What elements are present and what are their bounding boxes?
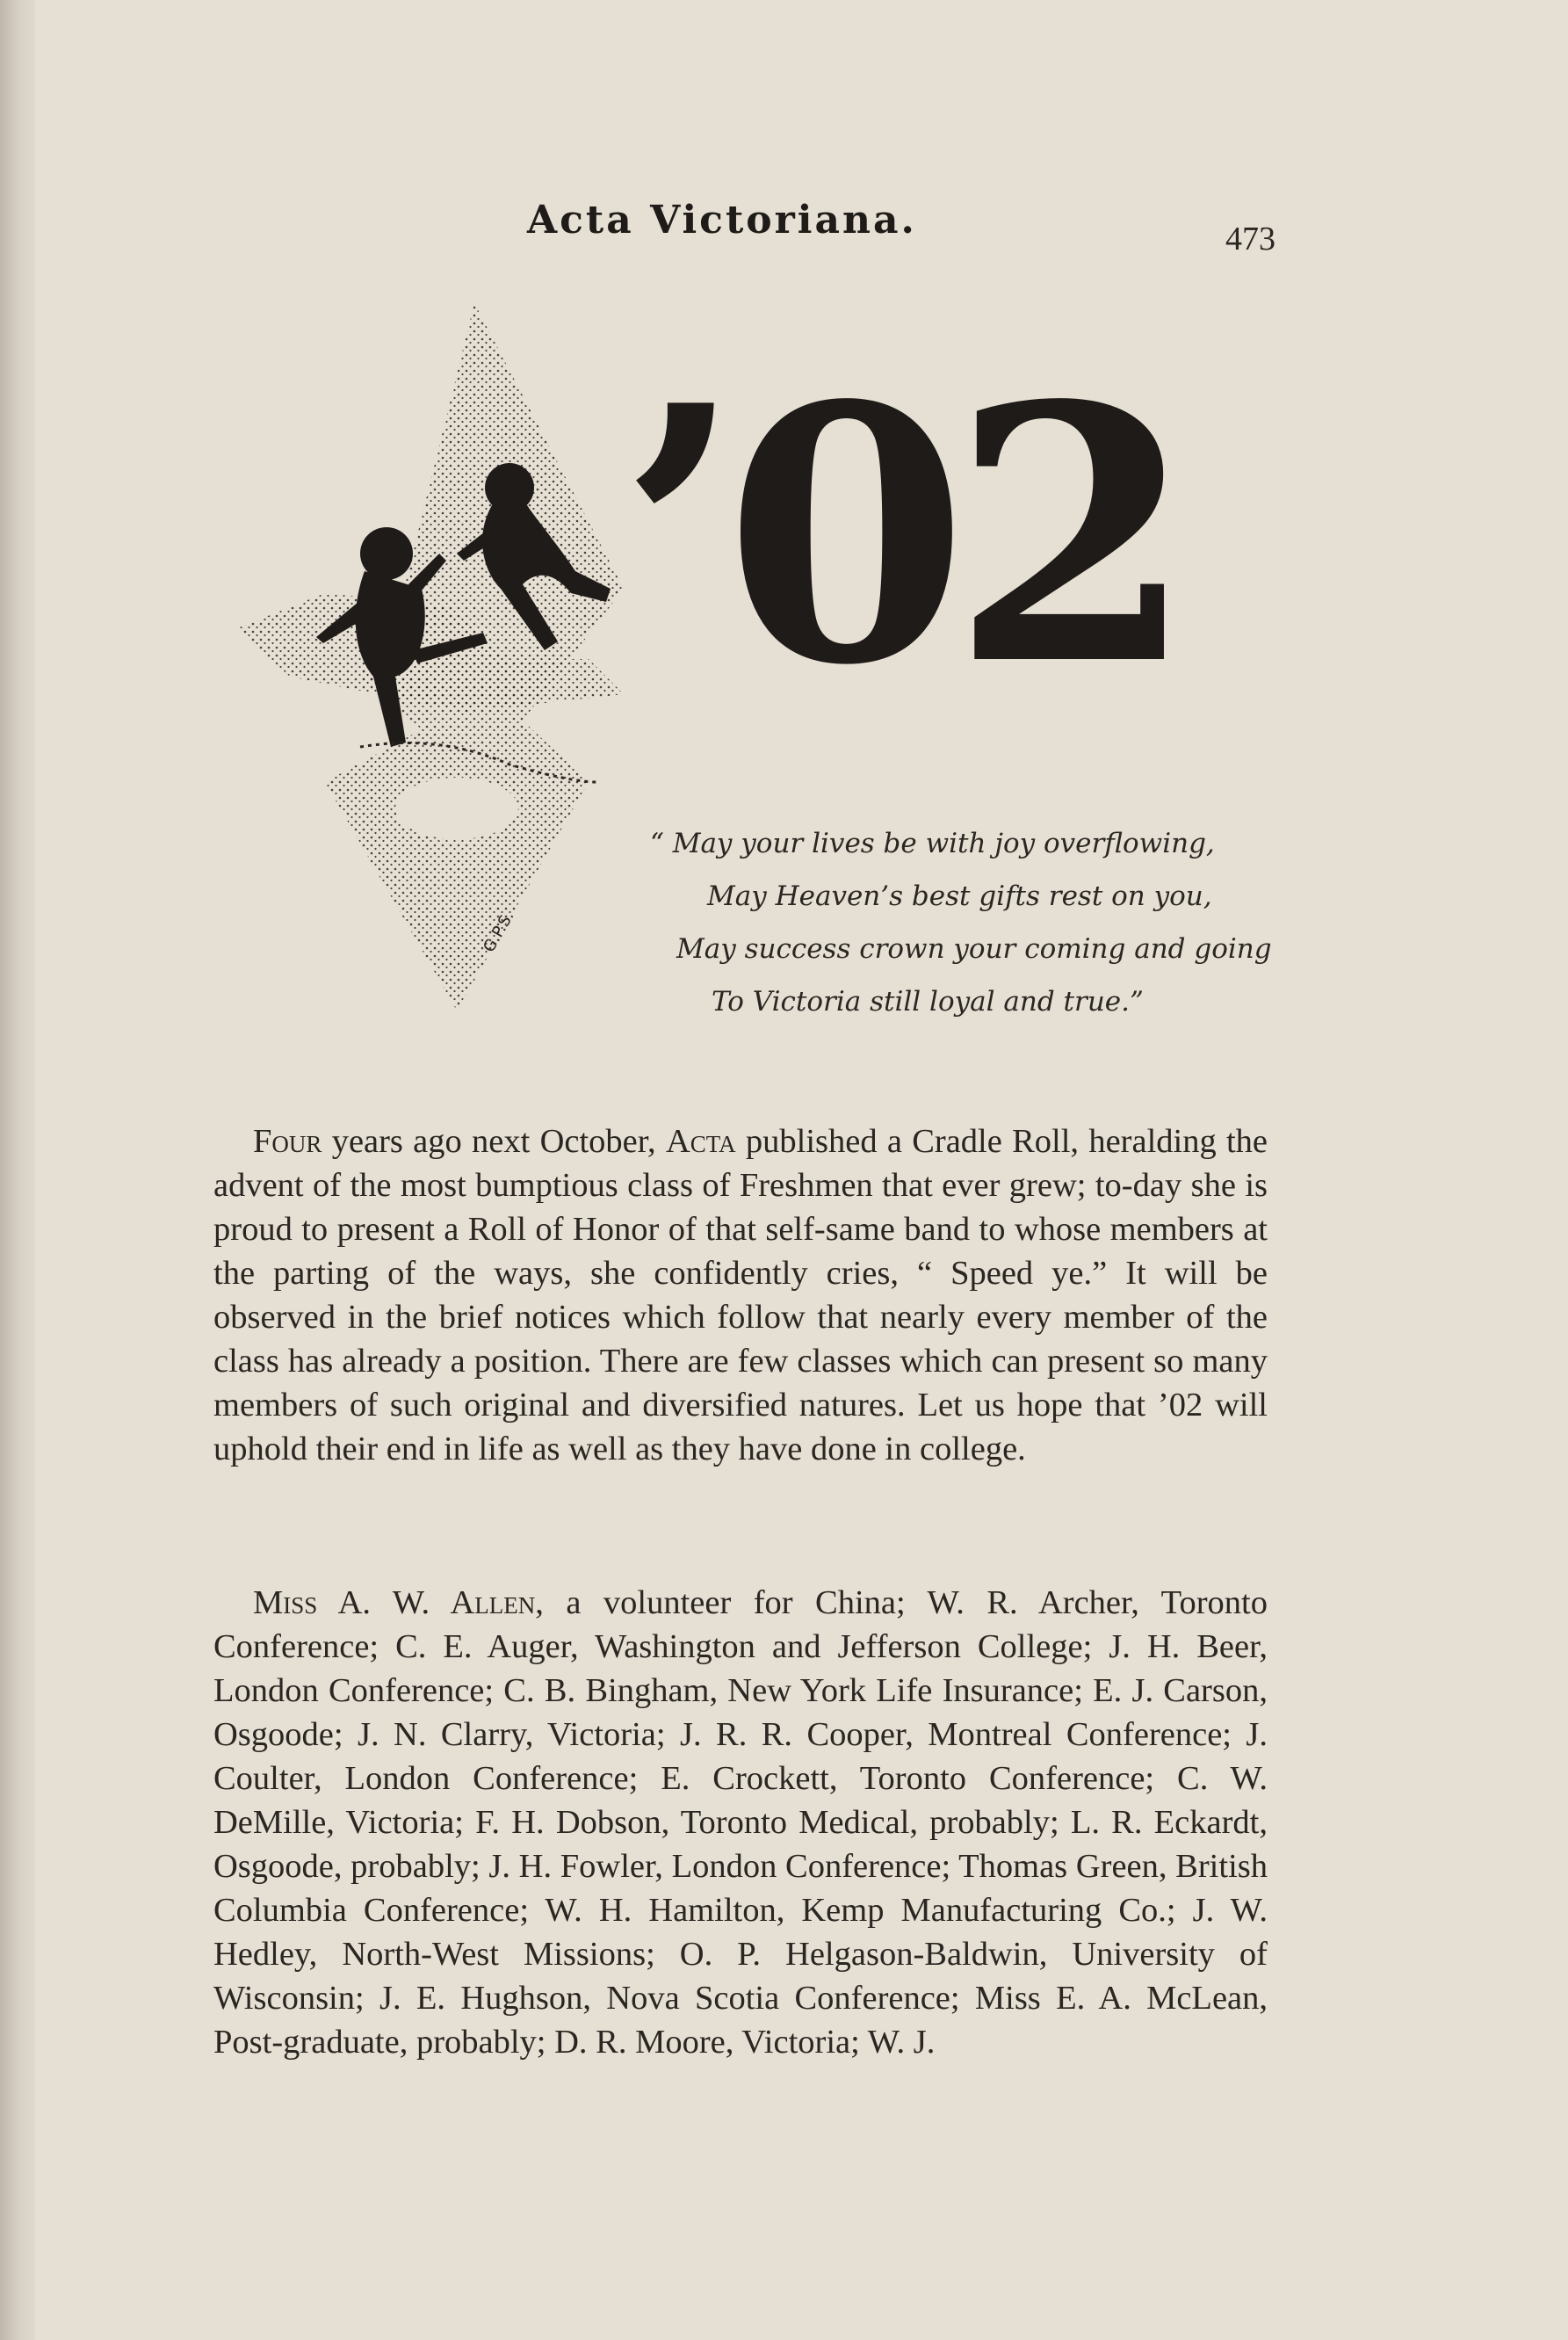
running-header: Acta Victoriana. <box>527 198 917 243</box>
roll-text: a volunteer for China; W. R. Archer, Toronto Conference; C. E. Auger, Washington and Jefferson College; J. H. Beer, London Conference; C. B. Bingham, New York Life Insurance; E. J. Carson, Osgoode; J. N. Clarry, Victoria; J. R. R. Cooper, Montreal Conference; J. Coulter, London Conference; E. Crockett, Toronto Conference; C. W. DeMille, Victoria; F. H. Dobson, Toronto Medical, probably; L. R. Eckardt, Osgoode, probably; J. H. Fowler, London Conference; Thomas Green, British Columbia Conference; W. H. Hamilton, Kemp Manufacturing Co.; J. W. Hedley, North-West Missions; O. P. Helgason-Baldwin, University of Wisconsin; J. E. Hughson, Nova Scotia Conference; Miss E. A. McLean, Post-graduate, probably; D. R. Moore, Victoria; W. J. <box>213 1583 1268 2061</box>
intro-lead-word: Four <box>253 1122 322 1160</box>
page-number: 473 <box>1225 221 1275 257</box>
roll-lead-name: Miss A. W. Allen, <box>253 1583 544 1621</box>
intro-acta: Acta <box>665 1122 736 1160</box>
poem-line: “ May your lives be with joy overflowing, <box>650 828 1215 859</box>
intro-text-part1: years ago next October, <box>322 1122 666 1160</box>
poem-line: May Heaven’s best gifts rest on you, <box>707 880 1212 912</box>
artist-initials: G.P.S. <box>480 908 518 956</box>
intro-text-part2: published a Cradle Roll, heralding the advent of the most bumptious class of Freshmen that ever grew; to-day she is proud to present a Roll of Honor of that self-same band to whose members at the parting of the ways, she confidently cries, “ Speed ye.” It will be observed in the brief notices which follow that nearly every member of the class has already a position. There are few classes which can present so many members of such original and diversified natures. Let us hope that ’02 will uphold their end in life as well as they have done in college. <box>213 1122 1268 1467</box>
dedication-poem <box>650 817 1283 1028</box>
intro-paragraph <box>213 1119 1268 1471</box>
book-binding-shadow <box>0 0 35 2340</box>
roll-of-honor-paragraph <box>213 1581 1268 2064</box>
poem-line: May success crown your coming and going <box>676 933 1272 965</box>
poem-line: To Victoria still loyal and true.” <box>712 986 1144 1018</box>
class-year-numeral: ’02 <box>619 330 1178 743</box>
